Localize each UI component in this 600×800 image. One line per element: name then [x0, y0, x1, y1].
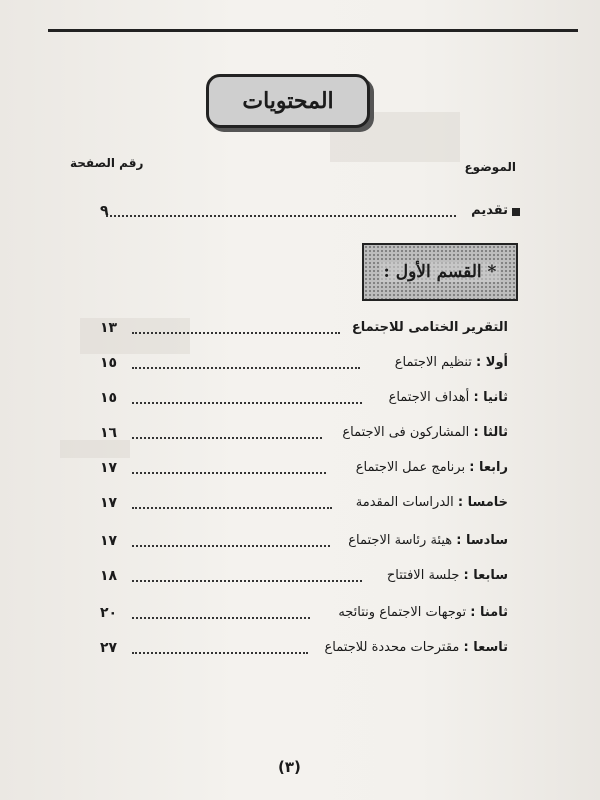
dot-leader: [132, 543, 330, 547]
toc-entry-prefix: ثامنا :: [470, 605, 508, 620]
dot-leader: [132, 470, 326, 474]
toc-label: [338, 605, 508, 620]
toc-row: [80, 605, 508, 629]
toc-label: [342, 425, 508, 440]
toc-entry-label: توجهات الاجتماع ونتائجه: [338, 605, 467, 620]
toc-page-number: ١٥: [100, 390, 118, 406]
toc-row: [80, 355, 508, 379]
dot-leader: [132, 365, 360, 369]
toc-entry-label: برنامج عمل الاجتماع: [355, 460, 466, 475]
toc-row: [80, 460, 508, 484]
dot-leader: [132, 505, 332, 509]
dot-leader: [132, 330, 340, 334]
section-title: * القسم الأول :: [380, 262, 501, 282]
toc-label: [387, 568, 508, 583]
toc-row-intro: [80, 203, 508, 227]
header-topic: الموضوع: [464, 160, 516, 174]
toc-entry-prefix: سادسا :: [456, 533, 508, 548]
toc-entry-label: التقرير الختامى للاجتماع: [351, 320, 508, 335]
toc-entry-label: أهداف الاجتماع: [388, 390, 470, 405]
dot-leader: [106, 213, 456, 217]
toc-entry-prefix: أولا :: [476, 355, 508, 370]
toc-label: [352, 320, 508, 335]
toc-entry-label: الدراسات المقدمة: [355, 495, 454, 510]
toc-label: [325, 640, 508, 655]
toc-label: [348, 533, 508, 548]
toc-page-number: ١٦: [100, 425, 118, 441]
toc-row: [80, 320, 508, 344]
toc-entry-label: جلسة الافتتاح: [386, 568, 460, 583]
toc-label: [471, 203, 508, 218]
toc-page-number: ١٧: [100, 495, 118, 511]
toc-label: [395, 355, 508, 370]
title-box: [206, 74, 370, 128]
toc-intro-label: تقديم: [471, 203, 508, 218]
page-number-footer: (٣): [278, 758, 301, 776]
toc-row: [80, 495, 508, 519]
toc-page-number: ١٥: [100, 355, 118, 371]
dot-leader: [132, 615, 310, 619]
toc-entry-prefix: ثالثا :: [473, 425, 508, 440]
toc-entry-prefix: رابعا :: [469, 460, 508, 475]
toc-page-number: ٢٧: [100, 640, 118, 656]
section-title-box: [362, 243, 518, 301]
toc-label: [356, 495, 508, 510]
toc-entry-prefix: تاسعا :: [463, 640, 508, 655]
toc-row: [80, 425, 508, 449]
dot-leader: [132, 400, 362, 404]
toc-entry-label: تنظيم الاجتماع: [394, 355, 472, 370]
bullet-square-icon: [512, 208, 520, 216]
toc-page-number: ١٧: [100, 533, 118, 549]
toc-entry-prefix: خامسا :: [457, 495, 508, 510]
page-title: المحتويات: [242, 88, 334, 114]
toc-row: [80, 640, 508, 664]
toc-entry-label: مقترحات محددة للاجتماع: [324, 640, 460, 655]
toc-label: [356, 460, 508, 475]
toc-entry-prefix: ثانيا :: [473, 390, 508, 405]
toc-row: [80, 533, 508, 557]
dot-leader: [132, 650, 308, 654]
toc-entry-label: المشاركون فى الاجتماع: [342, 425, 470, 440]
toc-page-number: ٢٠: [100, 605, 118, 621]
toc-label: [389, 390, 508, 405]
header-page-number: رقم الصفحة: [70, 156, 144, 170]
toc-entry-label: هيئة رئاسة الاجتماع: [348, 533, 453, 548]
toc-page-number: ١٨: [100, 568, 118, 584]
toc-row: [80, 568, 508, 592]
dot-leader: [132, 578, 362, 582]
dot-leader: [132, 435, 322, 439]
toc-page-number: ١٧: [100, 460, 118, 476]
top-rule: [48, 29, 578, 32]
toc-row: [80, 390, 508, 414]
toc-page-number: ٩: [100, 203, 109, 219]
toc-page-number: ١٣: [100, 320, 118, 336]
toc-entry-prefix: سابعا :: [463, 568, 508, 583]
